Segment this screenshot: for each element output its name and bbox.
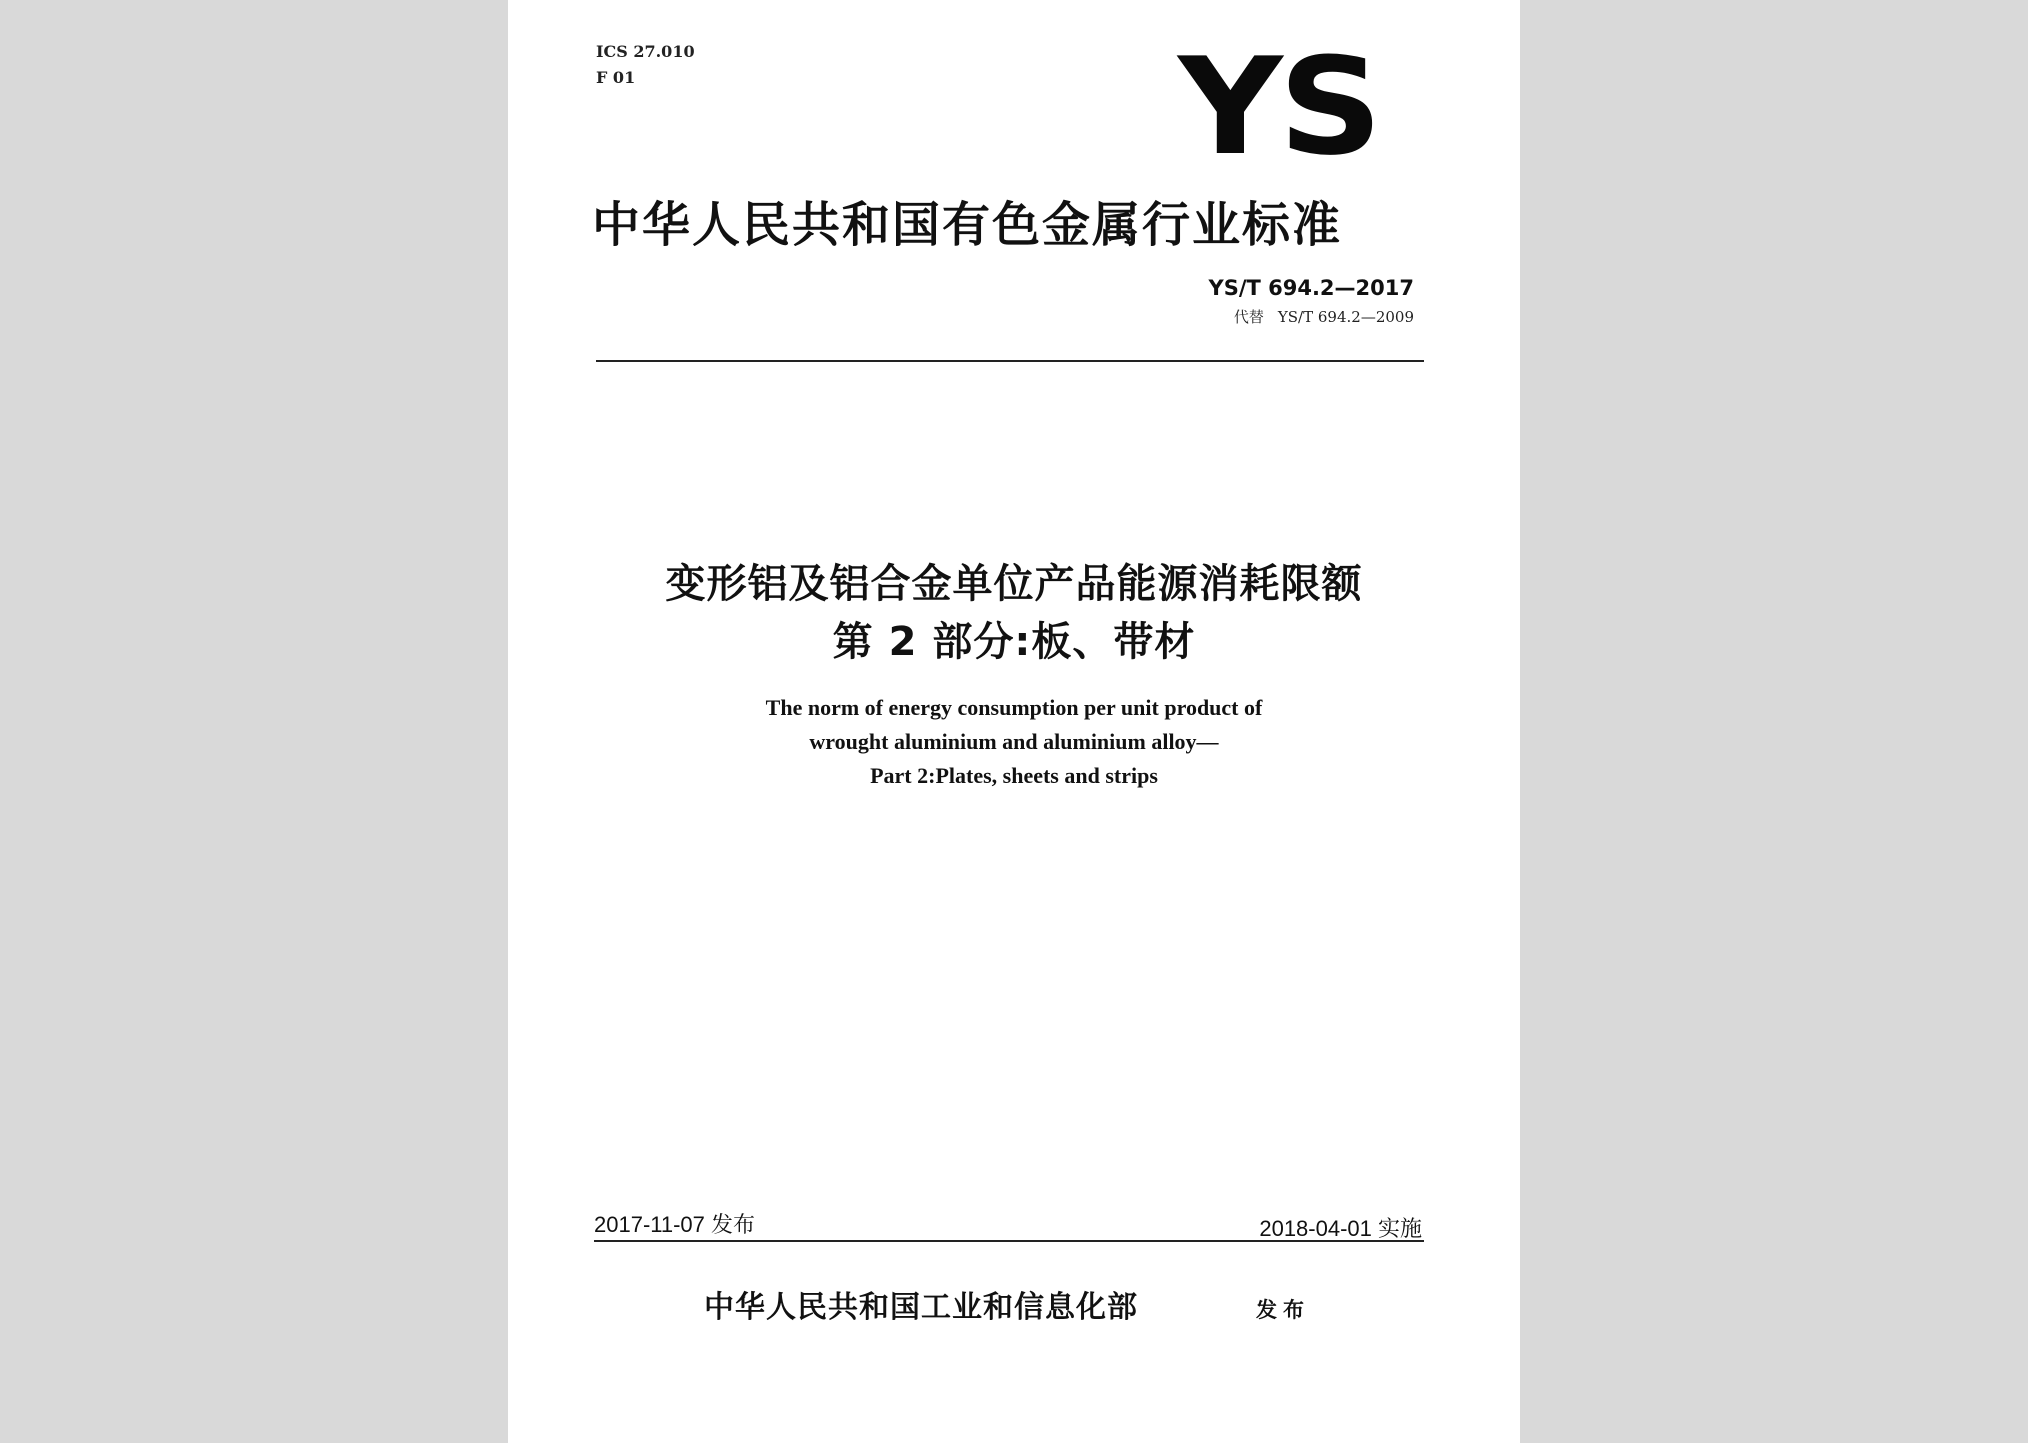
title-en-line2: wrought aluminium and aluminium alloy—: [809, 729, 1219, 754]
replaces-line: [1208, 306, 1414, 327]
ys-logo: YS: [1178, 29, 1379, 185]
ics-code: ICS 27.010: [596, 42, 695, 61]
issue-verb: 发布: [1256, 1298, 1310, 1322]
replaces-number: YS/T 694.2—2009: [1277, 308, 1414, 326]
standard-number-block: [1208, 276, 1414, 327]
title-en-line1: The norm of energy consumption per unit product of: [765, 695, 1263, 720]
title-cn-line2: 第 2 部分:板、带材: [832, 619, 1196, 665]
top-divider: [596, 360, 1424, 362]
replaces-label: 代替: [1233, 308, 1264, 326]
issuer: 中华人民共和国工业和信息化部: [704, 1290, 1138, 1325]
implementation-date: 2018-04-01 实施: [1259, 1216, 1422, 1241]
standard-number: YS/T 694.2—2017: [1208, 276, 1414, 300]
document-page: [508, 0, 1520, 1443]
title-cn-line1: 变形铝及铝合金单位产品能源消耗限额: [665, 561, 1363, 607]
title-en-line3: Part 2:Plates, sheets and strips: [870, 763, 1158, 788]
ccs-code: F 01: [596, 68, 636, 87]
organization-title: 中华人民共和国有色金属行业标准: [592, 197, 1343, 253]
issue-date: 2017-11-07 发布: [594, 1212, 756, 1237]
bottom-divider: [594, 1240, 1424, 1242]
